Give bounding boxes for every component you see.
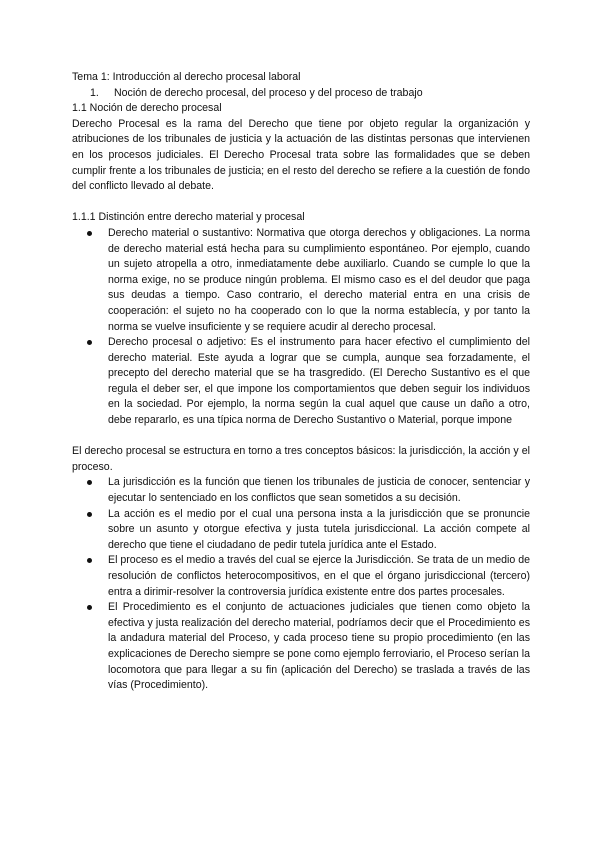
list-item	[72, 475, 530, 506]
section-heading-1-1-1: 1.1.1 Distinción entre derecho material y procesal	[72, 211, 305, 224]
bullet-text: Derecho procesal o adjetivo: Es el instrumento para hacer efectivo el cumplimiento del derecho material. Este ayuda a lograr que se cumpla, aunque sea forzadamente, el precepto del derecho material que se ha trasgredido. (El Derecho Sustantivo es el que regula el deber ser, el que impone los comportamientos que deben seguir los individuos en la sociedad. Por ejemplo, la norma según la cual aquel que cause un daño a otro, debe repararlo, es una típica norma de Derecho Sustantivo o Material, porque impone	[108, 336, 530, 427]
blank-line	[72, 195, 530, 211]
document-title: Tema 1: Introducción al derecho procesal laboral	[72, 71, 301, 83]
section-heading-1-1: 1.1 Noción de derecho procesal	[72, 102, 222, 115]
list-item	[72, 226, 530, 335]
bullet-icon	[87, 605, 92, 610]
distinction-bullet-list	[72, 226, 530, 429]
concepts-bullet-list	[72, 475, 530, 693]
list-item	[72, 335, 530, 429]
document-page	[72, 70, 530, 694]
bullet-text: El Procedimiento es el conjunto de actuaciones judiciales que tienen como objeto la efectiva y justa realización del derecho material, podríamos decir que el Procedimiento es la andadura material del Proceso, y cada proceso tiene su propio procedimiento (en las explicaciones de Derecho siempre se pone como ejemplo ferroviario, el Proceso serían la locomotora que para llegar a su fin (aplicación del Derecho) se traslada a través de las vías (Procedimiento).	[108, 601, 530, 692]
concepts-intro: El derecho procesal se estructura en torno a tres conceptos básicos: la jurisdicción, la acción y el proceso.	[72, 445, 530, 473]
list-item	[72, 600, 530, 694]
bullet-icon	[87, 480, 92, 485]
bullet-icon	[87, 340, 92, 345]
list-item	[72, 507, 530, 554]
subitem-text: Noción de derecho procesal, del proceso y del proceso de trabajo	[114, 86, 423, 99]
bullet-text: La acción es el medio por el cual una persona insta a la jurisdicción que se pronuncie sobre un asunto y otorgue efectiva y justa tutela jurisdiccional. La acción compete al derecho que tiene el ciudadano de pedir tutela jurídica ante el Estado.	[108, 507, 530, 551]
blank-line	[72, 429, 530, 445]
bullet-text: Derecho material o sustantivo: Normativa que otorga derechos y obligaciones. La norma de derecho material está hecha para su cumplimiento espontáneo. Por ejemplo, cuando un sujeto atropella a otro, inmediatamente debe auxiliarlo. Cuando se cumple lo que la norma exige, no se produce ningún problema. El mismo caso es el del deudor que paga sus deudas a tiempo. Caso contrario, el derecho material entra en una crisis de cooperación: el sujeto no ha cooperado con lo que la norma establecía, y por tanto la norma se vuelve insuficiente y se requiere acudir al derecho procesal.	[108, 226, 530, 333]
bullet-icon	[87, 231, 92, 236]
bullet-text: La jurisdicción es la función que tienen los tribunales de justicia de conocer, sentenciar y ejecutar lo sentenciado en los conflictos que sean sometidos a su decisión.	[108, 476, 530, 505]
list-item	[72, 553, 530, 600]
bullet-icon	[87, 558, 92, 563]
bullet-icon	[87, 512, 92, 517]
bullet-text: El proceso es el medio a través del cual se ejerce la Jurisdicción. Se trata de un medio de resolución de conflictos heterocompositivos, en el que el órgano jurisdiccional (tercero) entra a dirimir-resolver la controversia jurídica existente entre dos partes procesales.	[108, 554, 530, 598]
section-1-1-paragraph: Derecho Procesal es la rama del Derecho que tiene por objeto regular la organización y atribuciones de los tribunales de justicia y la actuación de las distintas personas que intervienen en los procesos judiciales. El Derecho Procesal trata sobre las formalidades que se deben cumplir frente a los tribunales de justicia; en el resto del derecho se refiere a la cuestión de fondo del conflicto llevado al debate.	[72, 117, 530, 193]
subitem-number: 1.	[90, 86, 99, 99]
numbered-subitem	[72, 86, 530, 102]
